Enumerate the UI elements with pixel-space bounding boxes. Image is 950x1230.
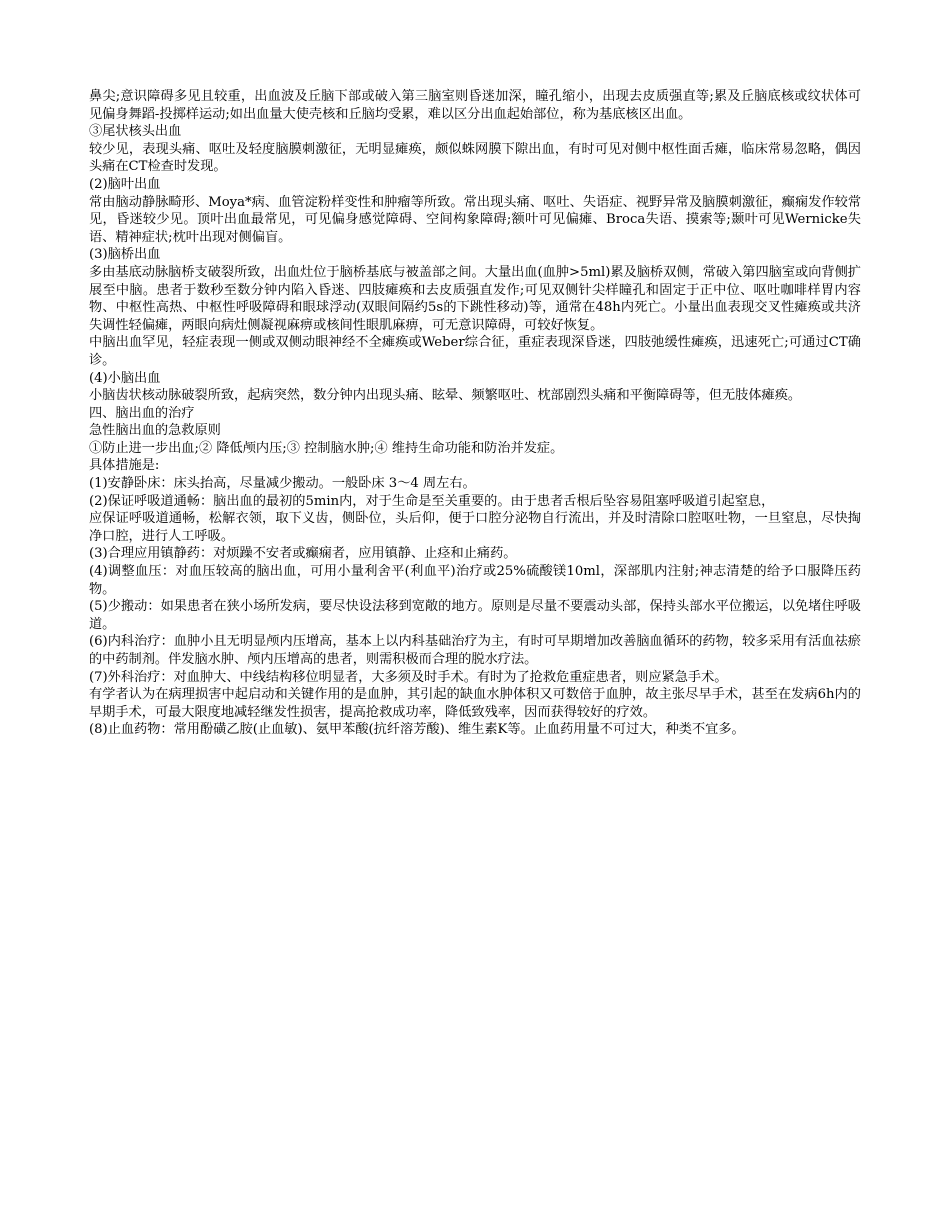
paragraph-measure-4: (4)调整血压：对血压较高的脑出血，可用小量利舍平(利血平)治疗或25%硫酸镁10ml，深部肌内注射;神志清楚的给予口服降压药物。 — [89, 564, 861, 597]
paragraph-measure-7: (7)外科治疗：对血肿大、中线结构移位明显者，大多须及时手术。有时为了抢救危重症患者，则应紧急手术。 — [89, 669, 728, 685]
paragraph-measure-2: (2)保证呼吸道通畅：脑出血的最初的5min内，对于生命是至关重要的。由于患者舌根后坠容易阻塞呼吸道引起窒息， — [89, 493, 775, 509]
paragraph-lobar: 常由脑动静脉畸形、Moya*病、血管淀粉样变性和肿瘤等所致。常出现头痛、呕吐、失语症、视野异常及脑膜刺激征，癫痫发作较常见，昏迷较少见。顶叶出血最常见，可见偏身感觉障碍、空间构象障碍;额叶可见偏瘫、Broca失语、摸索等;颞叶可见Wernicke失语、精神症状;枕叶出现对侧偏盲。 — [89, 194, 861, 245]
heading-specific-measures: 具体措施是: — [89, 458, 160, 474]
paragraph-caudate-head: 较少见，表现头痛、呕吐及轻度脑膜刺激征，无明显瘫痪，颇似蛛网膜下隙出血，有时可见对侧中枢性面舌瘫，临床常易忽略，偶因头痛在CT检查时发现。 — [89, 141, 861, 175]
paragraph-measure-5: (5)少搬动：如果患者在狭小场所发病，要尽快设法移到宽敞的地方。原则是尽量不要震动头部，保持头部水平位搬运，以免堵住呼吸道。 — [89, 599, 861, 632]
heading-pontine-hemorrhage: (3)脑桥出血 — [89, 247, 161, 263]
document-body — [89, 88, 861, 739]
heading-caudate-head-hemorrhage: ③尾状核头出血 — [89, 124, 182, 140]
paragraph-measure-3: (3)合理应用镇静药：对烦躁不安者或癫痫者，应用镇静、止痉和止痛药。 — [89, 546, 517, 562]
paragraph-midbrain: 中脑出血罕见，轻症表现一侧或双侧动眼神经不全瘫痪或Weber综合征，重症表现深昏迷，四肢弛缓性瘫痪，迅速死亡;可通过CT确诊。 — [89, 335, 861, 368]
paragraph-cerebellar: 小脑齿状核动脉破裂所致，起病突然，数分钟内出现头痛、眩晕、频繁呕吐、枕部剧烈头痛和平衡障碍等，但无肢体瘫痪。 — [89, 388, 802, 404]
paragraph-measure-6: (6)内科治疗：血肿小且无明显颅内压增高，基本上以内科基础治疗为主，有时可早期增加改善脑血循环的药物，较多采用有活血祛瘀的中药制剂。伴发脑水肿、颅内压增高的患者，则需积极而合理的脱水疗法。 — [89, 634, 861, 667]
paragraph-measure-2-cont: 应保证呼吸道通畅，松解衣领，取下义齿，侧卧位，头后仰，便于口腔分泌物自行流出，并及时清除口腔呕吐物，一旦窒息，尽快掏净口腔，进行人工呼吸。 — [89, 511, 861, 544]
heading-emergency-principles: 急性脑出血的急救原则 — [89, 423, 221, 439]
paragraph-measure-7-cont: 有学者认为在病理损害中起启动和关键作用的是血肿，其引起的缺血水肿体积又可数倍于血肿，故主张尽早手术，甚至在发病6h内的早期手术，可最大限度地减轻继发性损害，提高抢救成功率，降低致残率，因而获得较好的疗效。 — [89, 687, 861, 720]
paragraph-basal-ganglia-continuation: 鼻尖;意识障碍多见且较重，出血波及丘脑下部或破入第三脑室则昏迷加深，瞳孔缩小，出现去皮质强直等;累及丘脑底核或纹状体可见偏身舞蹈-投掷样运动;如出血量大使壳核和丘脑均受累，难以区分出血起始部位，称为基底核区出血。 — [89, 89, 861, 122]
paragraph-measure-8: (8)止血药物：常用酚磺乙胺(止血敏)、氨甲苯酸(抗纤溶芳酸)、维生素K等。止血药用量不可过大，种类不宜多。 — [89, 722, 745, 738]
heading-treatment: 四、脑出血的治疗 — [89, 405, 195, 421]
paragraph-pontine: 多由基底动脉脑桥支破裂所致，出血灶位于脑桥基底与被盖部之间。大量出血(血肿>5ml)累及脑桥双侧，常破入第四脑室或向背侧扩展至中脑。患者于数秒至数分钟内陷入昏迷、四肢瘫痪和去皮质强直发作;可见双侧针尖样瞳孔和固定于正中位、呕吐咖啡样胃内容物、中枢性高热、中枢性呼吸障碍和眼球浮动(双眼间隔约5s的下跳性移动)等，通常在48h内死亡。小量出血表现交叉性瘫痪或共济失调性轻偏瘫，两眼向病灶侧凝视麻痹或核间性眼肌麻痹，可无意识障碍，可较好恢复。 — [89, 264, 861, 333]
paragraph-principles-list: ①防止进一步出血;② 降低颅内压;③ 控制脑水肿;④ 维持生命功能和防治并发症。 — [89, 440, 564, 456]
heading-lobar-hemorrhage: (2)脑叶出血 — [89, 176, 161, 192]
heading-cerebellar-hemorrhage: (4)小脑出血 — [89, 370, 161, 386]
paragraph-measure-1: (1)安静卧床：床头抬高，尽量减少搬动。一般卧床 3～4 周左右。 — [89, 476, 476, 492]
